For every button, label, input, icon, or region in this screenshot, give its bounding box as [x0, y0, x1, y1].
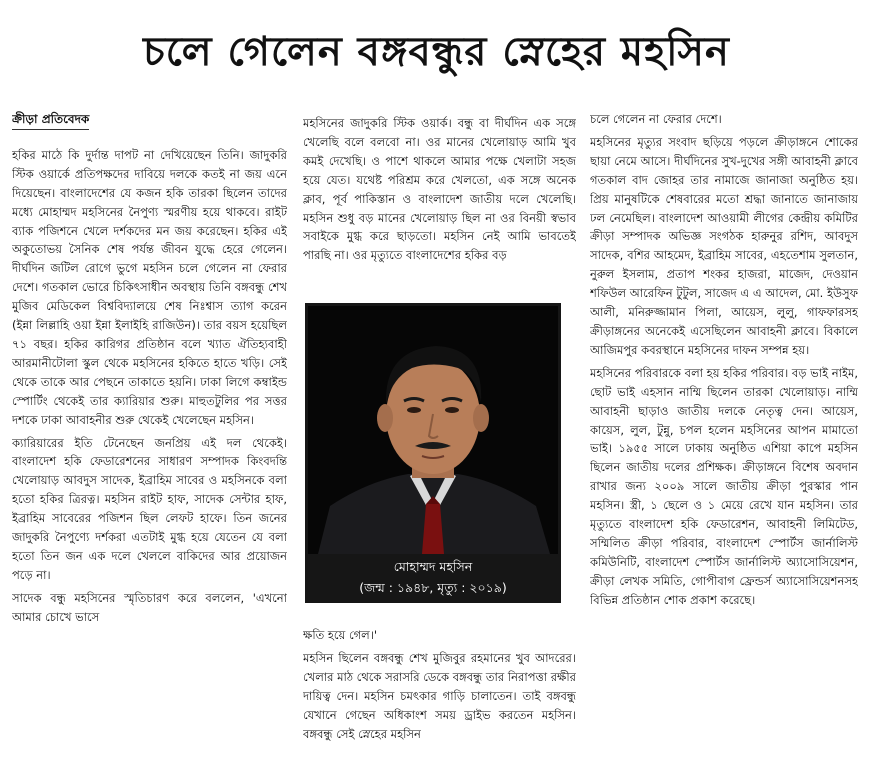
article-column-1 — [12, 110, 287, 750]
caption-name: মোহাম্মদ মহসিন — [393, 559, 473, 574]
paragraph: হকির মাঠে কি দুর্দান্ত দাপট না দেখিয়েছেন তিনি। জাদুকরি স্টিক ওয়ার্কে প্রতিপক্ষদের দাবিয়ে দলকে কতই না জয় এনে দিয়েছেন। বাংলাদেশের যে কজন হকি তারকা ছিলেন তাদের মধ্যে মোহাম্মদ মহসিনের নৈপুণ্য স্মরণীয় হয়ে থাকবে। রাইট ব্যাক পজিশনে খেলে দর্শকদের মন জয় করেছেন। হকির এই অকুতোভয় সৈনিক শেষ পর্যন্ত জীবন যুদ্ধে হেরে গেলেন। দীর্ঘদিন জটিল রোগে ভুগে মহসিন চলে গেলেন না ফেরার দেশে। গতকাল ভোরে চিকিৎসাধীন অবস্থায় তিনি বঙ্গবন্ধু শেখ মুজিব মেডিকেল বিশ্ববিদ্যালয়ে শেষ নিঃশ্বাস ত্যাগ করেন (ইন্না লিল্লাহি ওয়া ইন্না ইলাইহি রাজিউন)। তার বয়স হয়েছিল ৭১ বছর। হকির কারিগর প্রতিষ্ঠান বলে খ্যাত ঐতিহ্যবাহী আরমানীটোলা স্কুল থেকে মহসিনের হকিতে হাতে খড়ি। সেই থেকে তাকে আর পেছনে তাকাতে হয়নি। ঢাকা লিগে কম্বাইন্ড স্পোর্টিং থেকেই তার ক্যারিয়ার শুরু। মাহুতটুলির পর সত্তর দশকে ঢাকা আবাহনীর শুরু থেকেই খেলেছেন মহসিন। — [12, 147, 287, 427]
paragraph: মহসিনের জাদুকরি স্টিক ওয়ার্ক। বন্ধু বা দীর্ঘদিন এক সঙ্গে খেলেছি বলে বলবো না। ওর মানের খেলোয়াড় আমি খুব কমই দেখেছি। ও পাশে থাকলে আমার পক্ষে খেলাটা সহজ হয়ে যেত। যথেষ্ট পরিশ্রম করে খেলতো, এক সঙ্গে অনেক ক্লাব, পূর্ব পাকিস্তান ও বাংলাদেশ জাতীয় দলে খেলেছি। মহসিন শুধু বড় মানের খেলোয়াড় ছিল না ওর বিনয়ী স্বভাব সবাইকে মুগ্ধ করে ছাড়তো। মহসিন নেই আমি ভাবতেই পারছি না। ওর মৃত্যুতে বাংলাদেশের হকির বড় — [303, 116, 576, 263]
paragraph: সাদেক বন্ধু মহসিনের স্মৃতিচারণ করে বললেন, 'এখনো আমার চোখে ভাসে — [12, 590, 287, 624]
portrait-photo — [308, 306, 558, 554]
article-column-2-bottom — [303, 626, 576, 752]
paragraph: চলে গেলেন না ফেরার দেশে। — [590, 112, 722, 126]
caption-dates: (জন্ম : ১৯৪৮, মৃত্যু : ২০১৯) — [359, 580, 507, 595]
paragraph: মহসিনের পরিবারকে বলা হয় হকির পরিবার। বড় ভাই নাইম, ছোট ভাই এহসান নাম্মি ছিলেন তারকা খেলোয়াড়। নাম্মি আবাহনী ছাড়াও জাতীয় দলকে নেতৃত্ব দেন। আয়েস, কায়েস, লুল, টুন্নু, চপল হলেন মহসিনের আপন মামাতো ভাই। ১৯৫৫ সালে ঢাকায় অনুষ্ঠিত এশিয়া কাপে মহসিন ছিলেন জাতীয় দলের প্রশিক্ষক। ক্রীড়াঙ্গনে বিশেষ অবদান রাখার জন্য ২০০৯ সালে জাতীয় ক্রীড়া পুরস্কার পান মহসিন। স্ত্রী, ১ ছেলে ও ১ মেয়ে রেখে যান মহসিন। তার মৃত্যুতে বাংলাদেশ হকি ফেডারেশন, আবাহনী লিমিটেড, সম্মিলিত ক্রীড়া পরিবার, বাংলাদেশ স্পোর্টস জার্নালিস্ট কমিউনিটি, বাংলাদেশ স্পোর্টস জার্নালিস্ট অ্যাসোসিয়েশন, ক্রীড়া লেখক সমিতি, গোপীবাগ ফ্রেন্ডর্স অ্যাসোসিয়েশনসহ বিভিন্ন প্রতিষ্ঠান শোক প্রকাশ করেছে। — [590, 365, 858, 607]
paragraph: ক্ষতি হয়ে গেল।' — [303, 628, 378, 642]
paragraph: মহসিন ছিলেন বঙ্গবন্ধু শেখ মুজিবুর রহমানের খুব আদরের। খেলার মাঠ থেকে সরাসরি ডেকে বঙ্গবন্ধু তার নিরাপত্তা রক্ষীর দায়িত্ব দেন। মহসিন চমৎকার গাড়ি চালাতেন। তাই বঙ্গবন্ধু যেখানে গেছেন অধিকাংশ সময় ড্রাইভ করতেন মহসিন। বঙ্গবন্ধু সেই স্নেহের মহসিন — [303, 650, 576, 741]
photo-caption — [305, 556, 561, 598]
paragraph: মহসিনের মৃত্যুর সংবাদ ছড়িয়ে পড়লে ক্রীড়াঙ্গনে শোকের ছায়া নেমে আসে। দীর্ঘদিনের সুখ-দুখের সঙ্গী আবাহনী ক্লাবে গতকাল বাদ জোহর তার নামাজে জানাজা অনুষ্ঠিত হয়। প্রিয় মানুষটিকে শেষবারের মতো শ্রদ্ধা জানাতে জানাজায় ঢল নেমেছিল। বাংলাদেশ আওয়ামী লীগের কেন্দ্রীয় কমিটির ক্রীড়া সম্পাদক অভিজ্ঞ সংগঠক হারুনুর রশিদ, আবদুস সাদেক, বশির আহমেদ, ইব্রাহিম সাবের, এহতেশাম সুলতান, নুরুল ইসলাম, প্রতাপ শংকর হাজরা, মাজেদ, দেওয়ান শফিউল আরেফিন টুটুল, সাজেদ এ এ আদেল, মো. ইউসুফ আলী, মনিরুজ্জামান পিলা, আয়েস, লুলু, গাফফারসহ ক্রীড়াঙ্গনের অনেকেই এসেছিলেন আবাহনী ক্লাবে। বিকালে আজিমপুর কবরস্থানে মহসিনের দাফন সম্পন্ন হয়। — [590, 134, 858, 357]
article-column-3 — [590, 110, 858, 755]
portrait-illustration — [308, 306, 558, 554]
byline: ক্রীড়া প্রতিবেদক — [12, 110, 89, 130]
portrait-photo-frame — [305, 303, 561, 603]
article-column-2-top — [303, 114, 576, 288]
paragraph: ক্যারিয়ারের ইতি টেনেছেন জনপ্রিয় এই দল থেকেই। বাংলাদেশ হকি ফেডারেশনের সাধারণ সম্পাদক কিংবদন্তি খেলোয়াড় আবদুস সাদেক, ইব্রাহিম সাবের ও মহসিনকে বলা হতো হকির ত্রিরত্ন। মহসিন রাইট হাফ, সাদেক সেন্টার হাফ, ইব্রাহিম সাবেরের পজিশন ছিল লেফট হাফে। তিন জনের জাদুকরি নৈপুণ্যে দর্শকরা এতটাই মুগ্ধ হয়ে যেতেন যে বলা হতো তিন জন এক দলে খেললে বাকিদের আর প্রয়োজন পড়ে না। — [12, 435, 287, 582]
headline: চলে গেলেন বঙ্গবন্ধুর স্নেহের মহসিন — [143, 29, 730, 75]
